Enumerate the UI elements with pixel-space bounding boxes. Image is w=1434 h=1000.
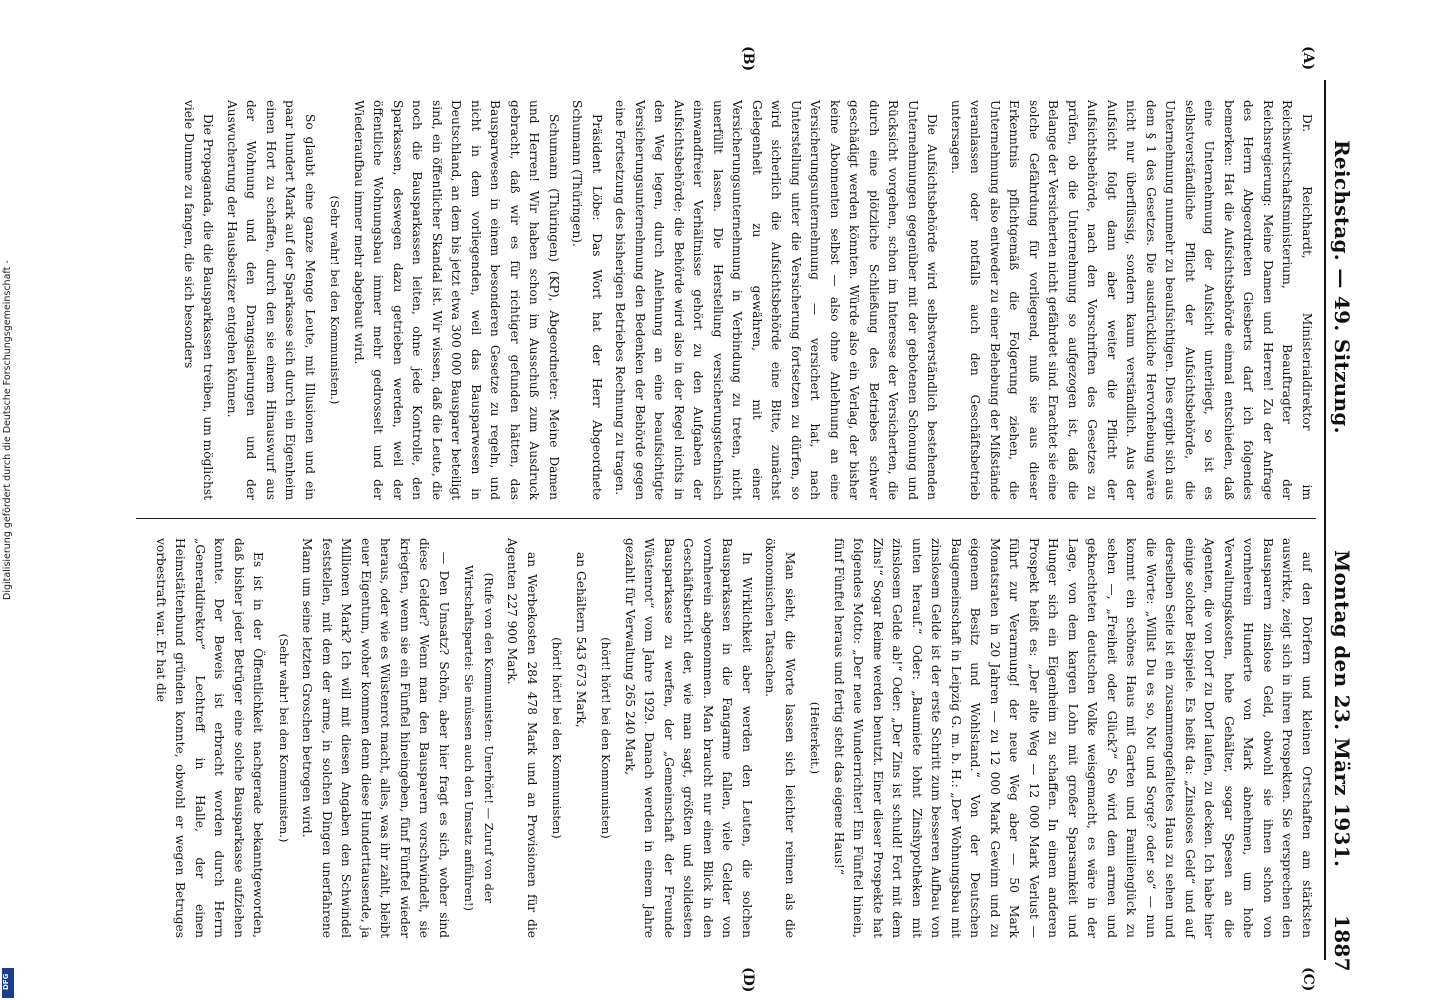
rotated-page-content bbox=[116, 46, 1356, 993]
paragraph: an Werbekosten 284 478 Mark und an Provisionen für die Agenten 227 900 Mark. bbox=[505, 538, 539, 938]
marker-a: (A) bbox=[1300, 46, 1316, 71]
dfg-logo-text: DFG bbox=[2, 973, 10, 990]
page-number: 1887 bbox=[1330, 915, 1354, 972]
paragraph: In Wirklichkeit aber werden den Leuten, die solchen Bausparkassen in die Fangarme fallen, viele Gelder von vornherein abgenommen. Man braucht nur einen Blick in den Geschäftsbericht der, wie man sagt, größten und solidesten Bausparkasse zu werfen, der „Gemeinschaft der Freunde Wüstenrot“ vom Jahre 1929. Danach werden in einem Jahre gezahlt für Verwaltung 265 240 Mark, bbox=[623, 538, 754, 938]
footer-strip bbox=[0, 0, 16, 1000]
paragraph: Die Aufsichtsbehörde wird selbstverständlich bestehenden Unternehmungen gegenüber mit der gebotenen Schonung und Rücksicht vorgehen, schon im Interesse der Versicherten, die durch eine plötzliche Schließung des Betriebes schwer geschädigt werden könnten. Würde also ein Verlag, der bisher keine Abonnenten selbst — also ohne Anlehnung an eine Versicherungsunternehmung — versichert hat, nach Unterstellung unter die Versicherung fortsetzen zu dürfen, so wird sicherlich die Aufsichtsbehörde eine Bitte, zunächst Gelegenheit zu gewähren, mit einer Versicherungsunternehmung in Verbindung zu treten, nicht unerfüllt lassen. Die Herstellung versicherungstechnisch einwandfreier Verhältnisse gehört zu den Aufgaben der Aufsichtsbehörde; die Behörde wird also in der Regel nichts in den Weg legen, durch Anlehnung an eine beaufsichtigte Versicherungsunternehmung den Bedenken der Behörde gegen eine Fortsetzung des bisherigen Betriebes Rechnung zu tragen. bbox=[613, 100, 940, 500]
paragraph: an Gehältern 543 673 Mark, bbox=[574, 552, 588, 728]
paragraph: Man sieht, die Worte lassen sich leichter reimen als die ökonomischen Tatsachen. bbox=[763, 538, 797, 938]
paragraph: So glaubt eine ganze Menge Leute, mit Illusionen und ein paar hundert Mark auf der Sparkasse sich durch ein Eigenheim einen Hort zu schaffen, durch den sie einem Hinauswurf aus der Wohnung und den Drangsalierungen und der Auswucherung der Hausbesitzer entgehen können. bbox=[225, 100, 317, 500]
interjection: (hört! hört! bei den Kommunisten) bbox=[550, 637, 565, 839]
interjection: (Sehr wahr! bei den Kommunisten.) bbox=[277, 633, 291, 843]
header-center: Montag den 23. März 1931. bbox=[1330, 550, 1354, 868]
interjection: (Heiterkeit.) bbox=[808, 701, 823, 775]
interjection: (Sehr wahr! bei den Kommunisten.) bbox=[328, 195, 343, 405]
right-column bbox=[116, 538, 1316, 938]
interjection: (hört! hört! bei den Kommunisten) bbox=[599, 637, 614, 839]
marker-c: (C) bbox=[1300, 967, 1316, 992]
paragraph: Präsident Löbe: Das Wort hat der Herr Abgeordnete Schumann (Thüringen). bbox=[570, 100, 604, 500]
paragraph: Schumann (Thüringen) (KP), Abgeordneter: Meine Damen und Herren! Wir haben schon im Ausschuß zum Ausdruck gebracht, daß wir es für richtiger gefunden hätten, das Bausparwesen in einem besonderen Gesetze zu regeln, und nicht in dem vorliegenden, weil das Bausparwesen in Deutschland, an dem bis jetzt etwa 300 000 Bausparer beteiligt sind, ein öffentlicher Skandal ist. Wir wissen, daß die Leute, die noch die Bausparkassen leiten, ohne jede Kontrolle, den Sparkassen, deswegen dazu getrieben werden, weil der öffentliche Wohnungsbau immer mehr gedrosselt und der Wiederaufbau immer mehr abgebaut wird. bbox=[352, 100, 561, 500]
paragraph: Die Propaganda, die die Bausparkassen treiben, um möglichst viele Dumme zu fangen, die sich besonders bbox=[182, 100, 216, 500]
footer-credit: Digitalisierung gefördert durch die Deutsche Forschungsgemeinschaft - bbox=[2, 260, 13, 600]
interjection: (Rufe von den Kommunisten: Unerhört! — Zuruf von der Wirtschaftspartei: Sie müssen auch den Umsatz anführen!) bbox=[462, 565, 496, 911]
dfg-logo bbox=[2, 968, 14, 998]
marker-b: (B) bbox=[740, 46, 756, 72]
paragraph: Dr. Reichhardt, Ministerialdirektor im Reichswirtschaftsministerium, Beauftragter der Reichsregierung: Meine Damen und Herren! Zu der Anfrage des Herrn Abgeordneten Giesberts darf ich folgendes bemerken: Hat die Aufsichtsbehörde einmal entschieden, daß eine Unternehmung der Aufsicht unterliegt, so ist es selbstverständliche Pflicht der Aufsichtsbehörde, die Unternehmung nunmehr zu beaufsichtigen. Dies ergibt sich aus dem § 1 des Gesetzes. Die ausdrückliche Hervorhebung wäre nicht nur überflüssig, sondern kaum verständlich. Aus der Aufsicht folgt dann aber weiter die Pflicht der Aufsichtsbehörde, nach den Vorschriften des Gesetzes zu prüfen, ob die Unternehmung so aufgezogen ist, daß die Belange der Versicherten nicht gefährdet sind. Erachtet sie eine solche Gefährdung für vorliegend, muß sie aus dieser Erkenntnis pflichtgemäß die Folgerung ziehen, die Unternehmung also entweder zu einer Behebung der Mißstände veranlassen oder notfalls auch den Geschäftsbetrieb untersagen. bbox=[949, 100, 1314, 500]
left-column bbox=[116, 100, 1316, 500]
page-header bbox=[1324, 80, 1356, 972]
paragraph: — Den Umsatz? Schön, aber hier fragt es sich, woher sind diese Gelder? Wenn man den Bausparern vorschwindelt, sie kriegten, wenn sie ein Fünftel hineingeben, fünf Fünftel wieder heraus, oder wie es Wüstenrot macht, alles, was ihr zahlt, bleibt euer Eigentum, woher kommen denn diese Hunderttausende, ja Millionen Mark? Ich will mit diesen Angaben den Schwindel feststellen, mit dem der arme, in solchen Dingen unerfahrene Mann um seine letzten Groschen betrogen wird. bbox=[300, 538, 451, 938]
paragraph: Es ist in der Öffentlichkeit nachgerade bekanntgeworden, daß bisher jeder Betrüger eine solche Bausparkasse aufziehen konnte. Der Beweis ist erbracht worden durch Herrn „Generaldirektor“ Lechtreff in Halle, der einen Heimstättenbund gründen konnte, obwohl er wegen Betruges vorbestraft war. Er hat die bbox=[154, 538, 266, 938]
marker-d: (D) bbox=[740, 967, 756, 993]
paragraph: auf den Dörfern und kleinen Ortschaften am stärksten auswirkte, zeigt sich in ihren Prospekten. Sie versprechen den Bausparern zinslose Geld, obwohl sie ihnen schon von vornherein Hunderte von Mark abnehmen, um hohe Verwaltungskosten, hohe Gehälter, sogar Spesen an die Agenten, die von Dorf zu Dorf laufen, zu decken. Ich habe hier einige solcher Beispiele. Es heißt da: „Zinsloses Geld“ und auf derselben Seite ist ein zusammengefaltetes Haus zu sehen und die Worte: „Willst Du es so, Not und Sorge? oder so“ — nun kommt ein schönes Haus mit Garten und Familienglück zu sehen —, „Freiheit oder Glück?“ So wird dem armen und geknechteten deutschen Volke weisgemacht, es wäre in der Lage, von dem kargen Lohn mit großer Sparsamkeit und Hunger sich ein Eigenheim zu schaffen. In einem anderen Prospekt heißt es: „Der alte Weg — 12 000 Mark Verlust — führt zur Verarmung! der neue Weg aber — 50 Mark Monatsraten in 20 Jahren — zu 12 000 Mark Gewinn und zu eigenem Besitz und Wohlstand.“ Von der Deutschen Baugemeinschaft in Leipzig G. m. b. H.: „Der Wohnungsbau mit zinslosem Gelde ist der erste Schritt zum besseren Aufbau von unten herauf.“ Oder: „Baumiete lohnt Zinshypotheken mit zinslosem Gelde ab!“ Oder: „Der Zins ist schuld! Fort mit dem Zins!“ Sogar Reime werden benutzt. Einer dieser Prospekte hat folgendes Motto: „Der neue Wunderrichter! Ein Fünftel hinein, fünf Fünftel heraus und fertig steht das eigene Haus!“ bbox=[832, 538, 1314, 938]
column-divider bbox=[136, 518, 1316, 519]
header-left: Reichstag. — 49. Sitzung. bbox=[1330, 140, 1354, 434]
